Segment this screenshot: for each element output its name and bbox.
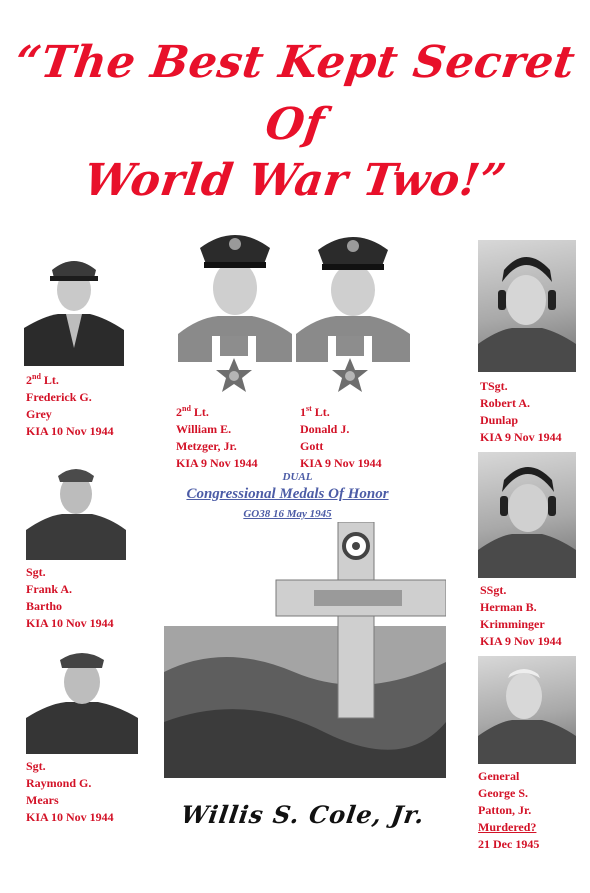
cover-title-line-2: Of: [262, 99, 328, 150]
portrait-krimminger-photo: [478, 452, 576, 578]
portrait-dunlap-photo: [478, 240, 576, 372]
medal-of-honor-icon: [328, 336, 372, 398]
portrait-mears-photo: [26, 644, 138, 754]
portrait-grey-photo: [24, 248, 124, 366]
caption-dunlap: TSgt. Robert A. Dunlap KIA 9 Nov 1944: [480, 379, 562, 444]
medals-title-link[interactable]: Congressional Medals Of Honor: [186, 486, 389, 502]
caption-krimminger: SSgt. Herman B. Krimminger KIA 9 Nov 1944: [480, 583, 562, 648]
caption-mears: Sgt. Raymond G. Mears KIA 10 Nov 1944: [26, 759, 114, 824]
medal-of-honor-icon: [212, 336, 256, 398]
cover-title-line-3: World War Two!”: [80, 155, 510, 206]
portrait-bartho-photo: [26, 458, 126, 560]
medals-dual-label: DUAL: [282, 471, 313, 483]
caption-bartho: Sgt. Frank A. Bartho KIA 10 Nov 1944: [26, 565, 114, 630]
cover-title-line-1: “The Best Kept Secret: [11, 37, 579, 88]
caption-patton: General George S. Patton, Jr. Murdered? 21 Dec 1945: [478, 769, 540, 851]
caption-gott: 1st Lt. Donald J. Gott KIA 9 Nov 1944: [300, 404, 382, 470]
caption-metzger: 2nd Lt. William E. Metzger, Jr. KIA 9 Nov 1944: [176, 404, 258, 470]
caption-grey: 2nd Lt. Frederick G. Grey KIA 10 Nov 1944: [26, 372, 114, 438]
author-name: Willis S. Cole, Jr.: [179, 800, 427, 829]
portrait-patton-photo: [478, 656, 576, 764]
medals-order-link[interactable]: GO38 16 May 1945: [243, 508, 332, 520]
crash-site-cross-photo: [164, 522, 446, 778]
